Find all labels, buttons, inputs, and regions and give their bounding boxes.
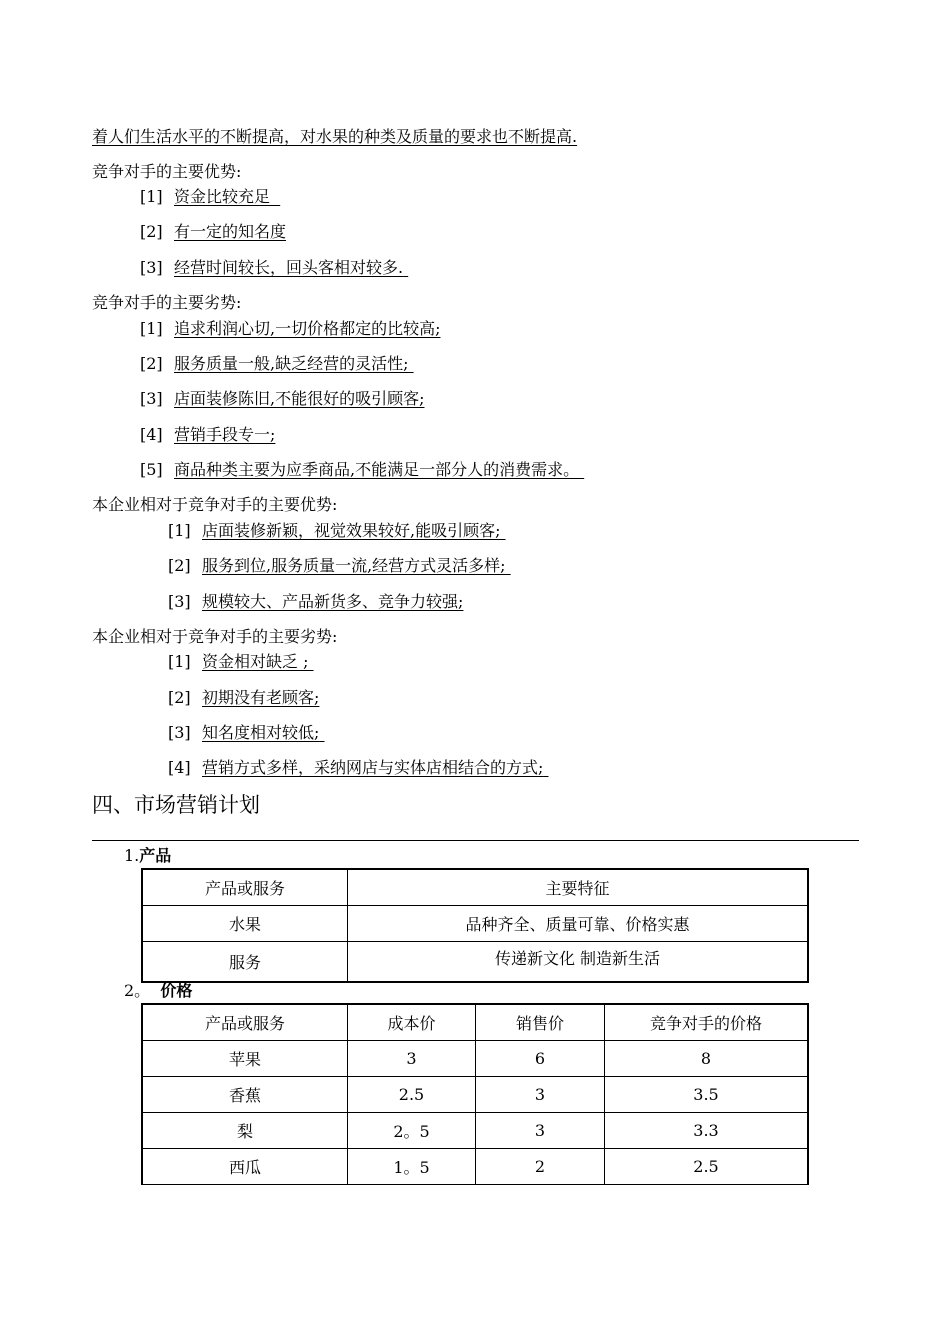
table-header-cell: 成本价 [348,1004,476,1041]
table-row [142,1077,808,1113]
section-title-competitor-strengths: 竞争对手的主要优势: [92,162,242,181]
list-item [168,520,506,542]
item-number: [3] [168,723,191,742]
table-header-row [142,1004,808,1041]
item-text: 店面装修新颖，视觉效果较好,能吸引顾客; [202,521,501,540]
table-cell: 2。5 [348,1113,476,1149]
section-title-company-strengths: 本企业相对于竞争对手的主要优势: [92,495,338,514]
table-cell: 品种齐全、质量可靠、价格实惠 [348,906,809,942]
item-text: 资金比较充足 [174,187,271,206]
table-row [142,1149,808,1185]
table-cell: 3 [348,1041,476,1077]
item-text: 服务到位,服务质量一流,经营方式灵活多样; [202,556,506,575]
item-text: 资金相对缺乏 ; [202,652,309,671]
table-header-cell: 产品或服务 [142,869,348,906]
table-header-cell: 主要特征 [348,869,809,906]
section-title-competitor-weaknesses: 竞争对手的主要劣势: [92,293,242,312]
section-title-company-weaknesses: 本企业相对于竞争对手的主要劣势: [92,627,338,646]
price-label-number: 2。 [124,981,151,1000]
table-row [142,942,808,983]
item-number: [1] [140,187,163,206]
heading-divider [92,840,859,841]
table-row [142,1113,808,1149]
item-text: 初期没有老顾客; [202,688,320,707]
product-label-text: 产品 [139,846,172,865]
item-text: 营销手段专一; [174,425,276,444]
table-cell: 服务 [142,942,348,983]
item-text: 商品种类主要为应季商品,不能满足一部分人的消费需求。 [174,460,580,479]
table-cell: 西瓜 [142,1149,348,1185]
item-text: 营销方式多样，采纳网店与实体店相结合的方式; [202,758,544,777]
table-cell: 梨 [142,1113,348,1149]
table-cell: 传递新文化 制造新生活 [348,942,809,983]
product-label [124,845,171,867]
item-text: 追求利润心切,一切价格都定的比较高; [174,319,441,338]
item-number: [4] [168,758,191,777]
item-text: 规模较大、产品新货多、竞争力较强; [202,592,464,611]
item-text: 服务质量一般,缺乏经营的灵活性; [174,354,409,373]
list-item [140,424,275,446]
table-cell: 水果 [142,906,348,942]
list-item [140,388,424,410]
table-header-cell: 产品或服务 [142,1004,348,1041]
price-label [124,980,192,1002]
item-number: [5] [140,460,163,479]
table-cell: 2.5 [348,1077,476,1113]
intro-line: 着人们生活水平的不断提高，对水果的种类及质量的要求也不断提高. [92,127,578,146]
list-item [168,555,511,577]
list-item [140,318,440,340]
list-item [140,257,748,279]
item-number: [3] [140,258,163,277]
item-text: 知名度相对较低; [202,723,320,742]
price-table [141,1003,809,1185]
item-number: [2] [168,556,191,575]
table-header-row [142,869,808,906]
product-table [141,868,809,983]
table-cell: 苹果 [142,1041,348,1077]
list-item [168,757,549,779]
table-cell: 2.5 [605,1149,809,1185]
table-cell: 2 [476,1149,605,1185]
table-cell: 3 [476,1113,605,1149]
table-cell: 3 [476,1077,605,1113]
item-number: [1] [168,652,191,671]
table-cell: 香蕉 [142,1077,348,1113]
table-header-cell: 竞争对手的价格 [605,1004,809,1041]
item-number: [3] [168,592,191,611]
item-text: 店面装修陈旧,不能很好的吸引顾客; [174,389,425,408]
list-item [140,186,280,208]
item-number: [1] [140,319,163,338]
item-number: [2] [168,688,191,707]
list-item [168,687,319,709]
list-item [168,591,463,613]
section-heading: 四、市场营销计划 [92,793,260,817]
item-text: 有一定的知名度 [174,222,287,241]
list-item [140,459,584,481]
table-cell: 6 [476,1041,605,1077]
price-label-text: 价格 [160,981,193,1000]
item-number: [4] [140,425,163,444]
product-label-number: 1. [124,846,140,865]
list-item [168,651,314,673]
item-number: [2] [140,222,163,241]
table-row [142,1041,808,1077]
list-item [140,221,286,243]
table-header-cell: 销售价 [476,1004,605,1041]
item-number: [3] [140,389,163,408]
table-cell: 3.3 [605,1113,809,1149]
item-number: [1] [168,521,191,540]
table-cell: 3.5 [605,1077,809,1113]
item-text: 经营时间较长，回头客相对较多. [174,258,404,277]
item-number: [2] [140,354,163,373]
table-cell: 1。5 [348,1149,476,1185]
list-item [168,722,325,744]
table-cell: 8 [605,1041,809,1077]
list-item [140,353,414,375]
table-row [142,906,808,942]
